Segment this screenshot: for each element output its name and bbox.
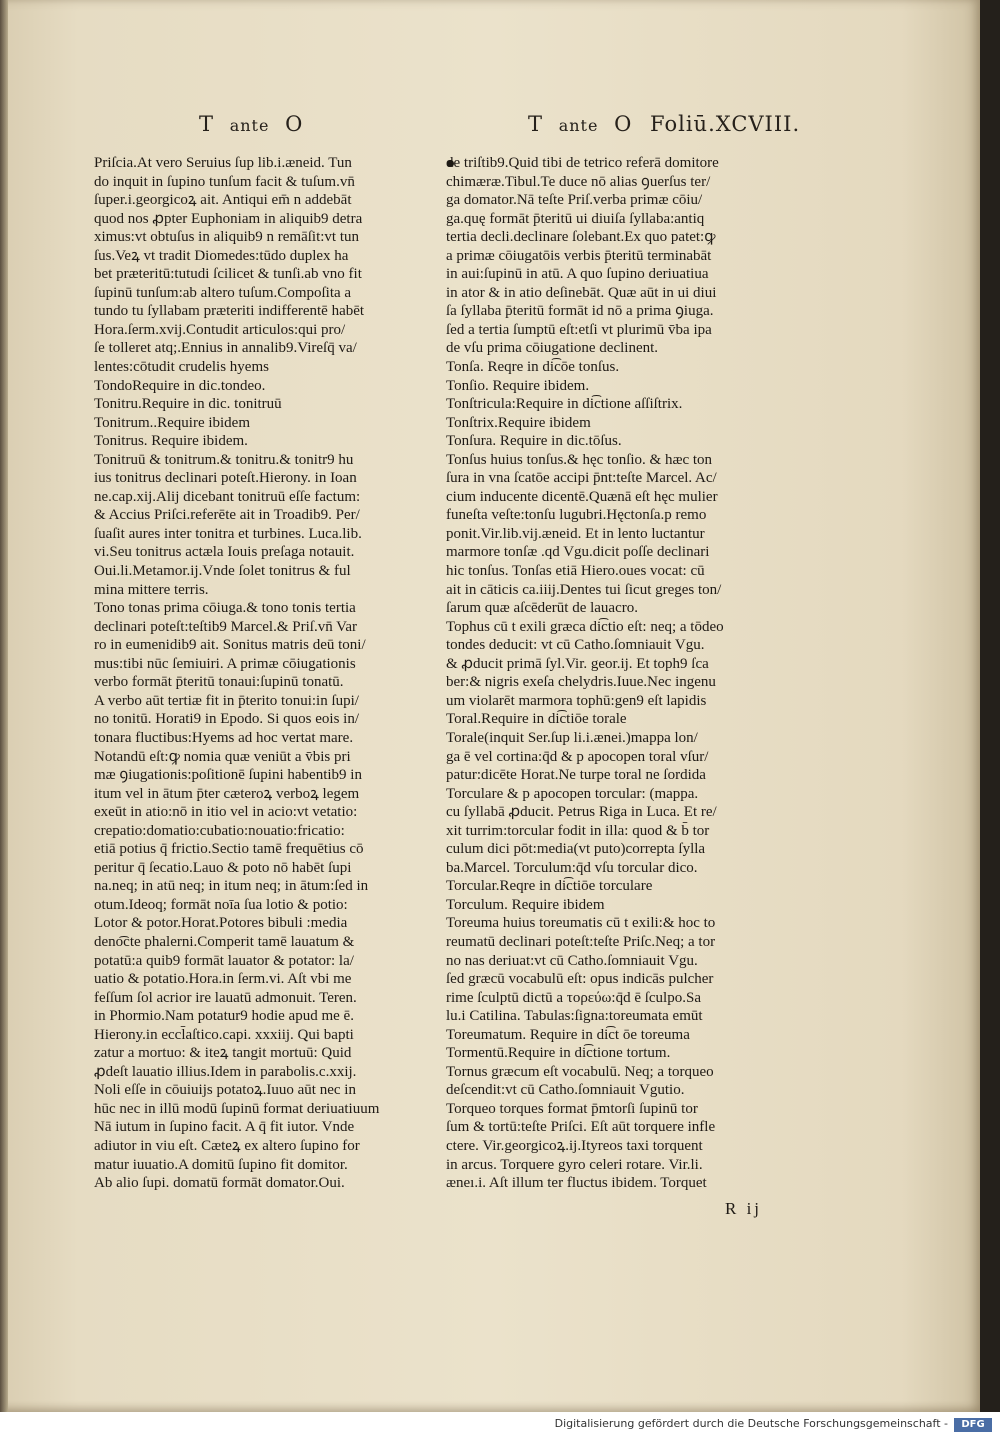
right-text-column — [446, 154, 776, 1193]
text-line: Tonſa. Reqre in di͡cōe tonſus. — [446, 359, 620, 376]
text-line: chimæræ.Tibul.Te duce nō alias ꝯuerſus ter/ — [446, 173, 711, 190]
text-line: Tophus cū t exili græca di͡ctio eſt: neq; a tōdeo — [446, 618, 724, 635]
text-line: Priſcia.At vero Seruius ſup lib.i.æneid. Tun — [94, 155, 352, 171]
head-left-ante: ante — [229, 116, 270, 135]
text-line: bet præteritū:tutudi ſcilicet & tunſi.ab vno fit — [94, 266, 362, 283]
text-line: uatio & potatio.Hora.in ſerm.vi. Aſt vbi me — [94, 971, 352, 988]
text-line: ctere. Vir.georgicoꝝ.ij.Ityreos taxi torquent — [446, 1137, 703, 1154]
text-line: Oui.li.Metamor.ij.Vnde ſolet tonitrus & ful — [94, 563, 351, 580]
text-line: quod nos ꝓpter Euphoniam in aliquib9 detra — [94, 210, 363, 227]
head-right-o: O — [614, 112, 633, 136]
text-line: Torqueo torques format p̄mtorſi ſupinū tor — [446, 1100, 698, 1117]
footer-credit: Digitalisierung gefördert durch die Deutsche Forschungsgemeinschaft - — [554, 1417, 948, 1430]
text-line: ber:& nigris exeſa chelydris.Iuue.Nec ingenu — [446, 674, 716, 691]
text-line: mæ ꝯiugationis:poſitionē ſupini habentib9 in — [94, 767, 362, 784]
text-line: do inquit in ſupino tunſum facit & tuſum.vn̄ — [94, 173, 355, 190]
text-line: Torale(inquit Ser.ſup li.i.ænei.)mappa lon/ — [446, 729, 698, 746]
text-line: Lotor & potor.Horat.Potores bibuli :media — [94, 915, 348, 932]
text-line: tonara fluctibus:Hyems ad hoc vertat mare. — [94, 729, 354, 746]
text-line: Hierony.in eccl̄aſtico.capi. xxxiij. Qui bapti — [94, 1026, 354, 1043]
text-line: Tonſus huius tonſus.& hęc tonſio. & hæc ton — [446, 451, 713, 468]
text-line: mina mittere terris. — [94, 581, 209, 598]
text-line: ba.Marcel. Torculum:q̄d vſu torcular dico. — [446, 859, 698, 876]
running-head-right — [528, 112, 800, 136]
signature-mark: R ij — [725, 1199, 763, 1218]
text-line: ſe tolleret atq;.Ennius in annalib9.Vireſq̄ va/ — [94, 340, 357, 357]
text-line: patur:dicēte Horat.Ne turpe toral ne ſordida — [446, 767, 706, 784]
text-line: Toreumatum. Require in di͡ct ōe toreuma — [446, 1026, 690, 1043]
text-line: zatur a mortuo: & iteꝝ tangit mortuū: Quid — [94, 1045, 352, 1062]
text-line: ſa ſyllaba p̄teritū formāt id nō a prima ꝯiuga. — [446, 303, 714, 320]
text-line: Tonitruū & tonitrum.& tonitru.& tonitr9 hu — [94, 451, 354, 468]
text-line: Tornus græcum eſt vocabulū. Neq; a torqueo — [446, 1063, 714, 1080]
text-line: xit turrim:torcular fodit in illa: quod & b̄ tor — [446, 822, 710, 839]
text-line: tertia decli.declinare ſolebant.Ex quo patet:ꝙ — [446, 229, 716, 246]
text-line: de triſtib9.Quid tibi de tetrico referā domitore — [446, 155, 719, 171]
head-left-o: O — [285, 112, 304, 136]
text-line: & Accius Priſci.referēte ait in Troadib9. Per/ — [94, 507, 360, 524]
text-line: Torculare & p apocopen torcular: (mappa. — [446, 785, 699, 802]
text-line: ga.quę formāt p̄teritū ui diuiſa ſyllaba:antiq — [446, 210, 705, 227]
text-line: Tonſio. Require ibidem. — [446, 377, 590, 394]
text-line: Tormentū.Require in di͡ctione tortum. — [446, 1045, 671, 1062]
text-line: & ꝓducit primā ſyl.Vir. geor.ij. Et toph9 ſca — [446, 655, 709, 672]
text-line: declinari poteſt:teſtib9 Marcel.& Priſ.vn̄ Var — [94, 618, 357, 635]
text-line: hūc nec in illū modū ſupinū format deriuatiuum — [94, 1100, 380, 1117]
text-line: exeūt in atio:nō in itio vel in acio:vt vetatio: — [94, 804, 358, 821]
text-line: Noli eſſe in cōuiuijs potatoꝝ.Iuuo aūt nec in — [94, 1082, 356, 1099]
text-line: rime ſculptū dictū a τορεύω:q̄d ē ſculpo.Sa — [446, 989, 701, 1006]
text-line: lentes:cōtudit crudelis hyems — [94, 359, 269, 376]
text-line: ga domator.Nā teſte Priſ.verba primæ cōiu/ — [446, 192, 703, 209]
text-line: um violarēt marmora tophū:gen9 eſt lapidis — [446, 692, 707, 709]
text-line: na.neq; in atū neq; in itum neq; in ātum:ſed in — [94, 878, 369, 895]
text-line: Tonſtricula:Require in di͡ctione aſſiſtrix. — [446, 396, 683, 413]
text-line: Tonſura. Require in dic.tōſus. — [446, 433, 622, 450]
text-line: funeſta veſte:tonſu lugubri.Hęctonſa.p remo — [446, 507, 707, 524]
text-line: de vſu prima cōiugatione declinent. — [446, 340, 659, 357]
text-line: crepatio:domatio:cubatio:nouatio:fricatio: — [94, 822, 345, 839]
text-line: Torcular.Reqre in di͡ctiōe torculare — [446, 878, 653, 895]
text-line: ſuper.i.georgicoꝝ ait. Antiqui em̄ n addebāt — [94, 192, 352, 209]
text-line: cium inducente dicentē.Quænā eſt hęc mulier — [446, 488, 718, 505]
text-line: æneı.i. Aſt illum ter fluctus ibidem. Torquet — [446, 1175, 707, 1192]
text-line: Tonitrus. Require ibidem. — [94, 433, 248, 450]
text-line: adiutor in viu eſt. Cæteꝝ ex altero ſupino for — [94, 1137, 360, 1154]
text-line: vi.Seu tonitrus actæla Iouis preſaga notauit. — [94, 544, 355, 561]
text-line: in aui:ſupinū in atū. A quo ſupino deriuatiua — [446, 266, 709, 283]
text-line: Tonitru.Require in dic. tonitruū — [94, 396, 282, 413]
text-line: no tonitū. Horati9 in Epodo. Si quos eois in/ — [94, 711, 359, 728]
page-gutter-edge — [0, 0, 8, 1412]
text-line: deno͡cte phalerni.Comperit tamē lauatum & — [94, 933, 355, 950]
text-line: no nas deriuat:vt cū Catho.ſomniauit Vgu. — [446, 952, 698, 969]
text-line: deſcendit:vt cū Catho.ſomniauit Vgutio. — [446, 1082, 685, 1099]
text-line: ſus.Veꝝ vt tradit Diomedes:tūdo duplex ha — [94, 247, 349, 264]
text-line: TondoRequire in dic.tondeo. — [94, 377, 266, 394]
text-line: ga ē vel cortina:q̄d & p apocopen toral vſur/ — [446, 748, 709, 765]
text-line: ſupinū tunſum:ab altero tuſum.Compoſita a — [94, 284, 352, 301]
running-head-left — [199, 112, 303, 136]
text-line: itum vel in ātum p̄ter cæteroꝝ verboꝝ legem — [94, 785, 360, 802]
text-line: A verbo aūt tertiæ fit in p̄terito tonui:in ſupi/ — [94, 692, 359, 709]
text-line: ro in eumenidib9 ait. Sonitus matris deū toni/ — [94, 637, 366, 654]
text-line: otum.Ideoq; formāt noīa ſua lotio & potio: — [94, 896, 348, 913]
text-line: hic tonſus. Tonſas etiā Hiero.oues vocat: cū — [446, 563, 705, 580]
text-line: ximus:vt obtuſus in aliquib9 n remāſit:vt tun — [94, 229, 359, 246]
text-line: matur iuuatio.A domitū ſupino fit domitor. — [94, 1156, 348, 1173]
text-line: Tonitrum..Require ibidem — [94, 414, 251, 431]
text-line: ait in cāticis ca.iiij.Dentes tui ſicut greges ton/ — [446, 581, 722, 598]
text-line: ꝓdeſt lauatio illius.Idem in parabolis.c.xxij. — [94, 1063, 357, 1080]
text-line: Nā iutum in ſupino facit. A q̄ fit iutor. Vnde — [94, 1119, 355, 1136]
text-line: Toreuma huius toreumatis cū t exili:& hoc to — [446, 915, 716, 932]
head-right-letter: T — [528, 112, 544, 136]
text-line: ſed a tertia ſumptū eſt:etſi vt plurimū v̄ba ipa — [446, 321, 712, 338]
text-line: cu ſyllabā ꝓducit. Petrus Riga in Luca. Et re/ — [446, 804, 717, 821]
text-line: culum dici pōt:media(vt puto)correpta ſylla — [446, 841, 706, 858]
text-line: tondes deducit: vt cū Catho.ſomniauit Vgu. — [446, 637, 705, 654]
text-line: feſſum ſol acrior ire lauatū admonuit. Teren. — [94, 989, 357, 1006]
text-line: ſura in vna ſcatōe accipi p̄nt:teſte Marcel. Ac/ — [446, 470, 717, 487]
text-line: ne.cap.xij.Alij dicebant tonitruū eſſe factum: — [94, 488, 361, 505]
text-line: verbo formāt p̄teritū tonaui:ſupinū tonatū. — [94, 674, 344, 691]
text-line: ſed græcū vocabulū eſt: opus indicās pulcher — [446, 971, 714, 988]
text-line: in ator & in atio deſinebāt. Quæ aūt in ui diui — [446, 284, 717, 301]
text-line: in Phormio.Nam potatur9 hodie apud me ē. — [94, 1008, 354, 1025]
text-line: Torculum. Require ibidem — [446, 896, 605, 913]
text-line: mus:tibi nūc ſemiuiri. A primæ cōiugationis — [94, 655, 356, 672]
text-line: ius tonitrus declinari poteſt.Hierony. in Ioan — [94, 470, 357, 487]
text-line: peritur q̄ ſecatio.Lauo & poto nō habēt ſupi — [94, 859, 352, 876]
text-line: tundo tu ſyllabam præteriti indifferentē habēt — [94, 303, 365, 320]
dfg-logo: DFG — [954, 1418, 992, 1432]
text-line: potatū:a quib9 formāt lauator & potator: la/ — [94, 952, 354, 969]
head-left-letter: T — [199, 112, 215, 136]
text-line: marmore tonſæ .qd Vgu.dicit poſſe declinari — [446, 544, 710, 561]
text-line: ſum & tortū:teſte Priſci. Eſt aūt torquere infle — [446, 1119, 716, 1136]
text-line: reumatū declinari poteſt:teſte Priſc.Neq; a tor — [446, 933, 716, 950]
text-line: lu.i Catilina. Tabulas:ſigna:toreumata emūt — [446, 1008, 703, 1025]
text-line: etiā potius q̄ frictio.Sectio tamē frequētius cō — [94, 841, 364, 858]
text-line: Tono tonas prima cōiuga.& tono tonis tertia — [94, 600, 356, 617]
text-line: ſuaſit aures inter tonitra et turbines. Luca.lib. — [94, 525, 362, 542]
folio-number: Foliū.XCVIII. — [650, 112, 801, 136]
text-line: ponit.Vir.lib.vij.æneid. Et in lento luctantur — [446, 525, 705, 542]
text-line: in arcus. Torquere gyro celeri rotare. Vir.li. — [446, 1156, 703, 1173]
left-text-column — [94, 154, 434, 1193]
text-line: Ab alio ſupi. domatū formāt domator.Oui. — [94, 1175, 345, 1192]
text-line: Hora.ſerm.xvij.Contudit articulos:qui pro/ — [94, 321, 346, 338]
text-line: ſarum quæ aſcēderūt de lauacro. — [446, 600, 638, 617]
text-line: Toral.Require in di͡ctiōe torale — [446, 711, 627, 728]
text-line: a primæ cōiugatōis verbis p̄teritū terminabāt — [446, 247, 712, 264]
text-line: Notandū eſt:ꝙ nomia quæ veniūt a v̄bis pri — [94, 748, 351, 765]
text-line: Tonſtrix.Require ibidem — [446, 414, 591, 431]
head-right-ante: ante — [558, 116, 599, 135]
